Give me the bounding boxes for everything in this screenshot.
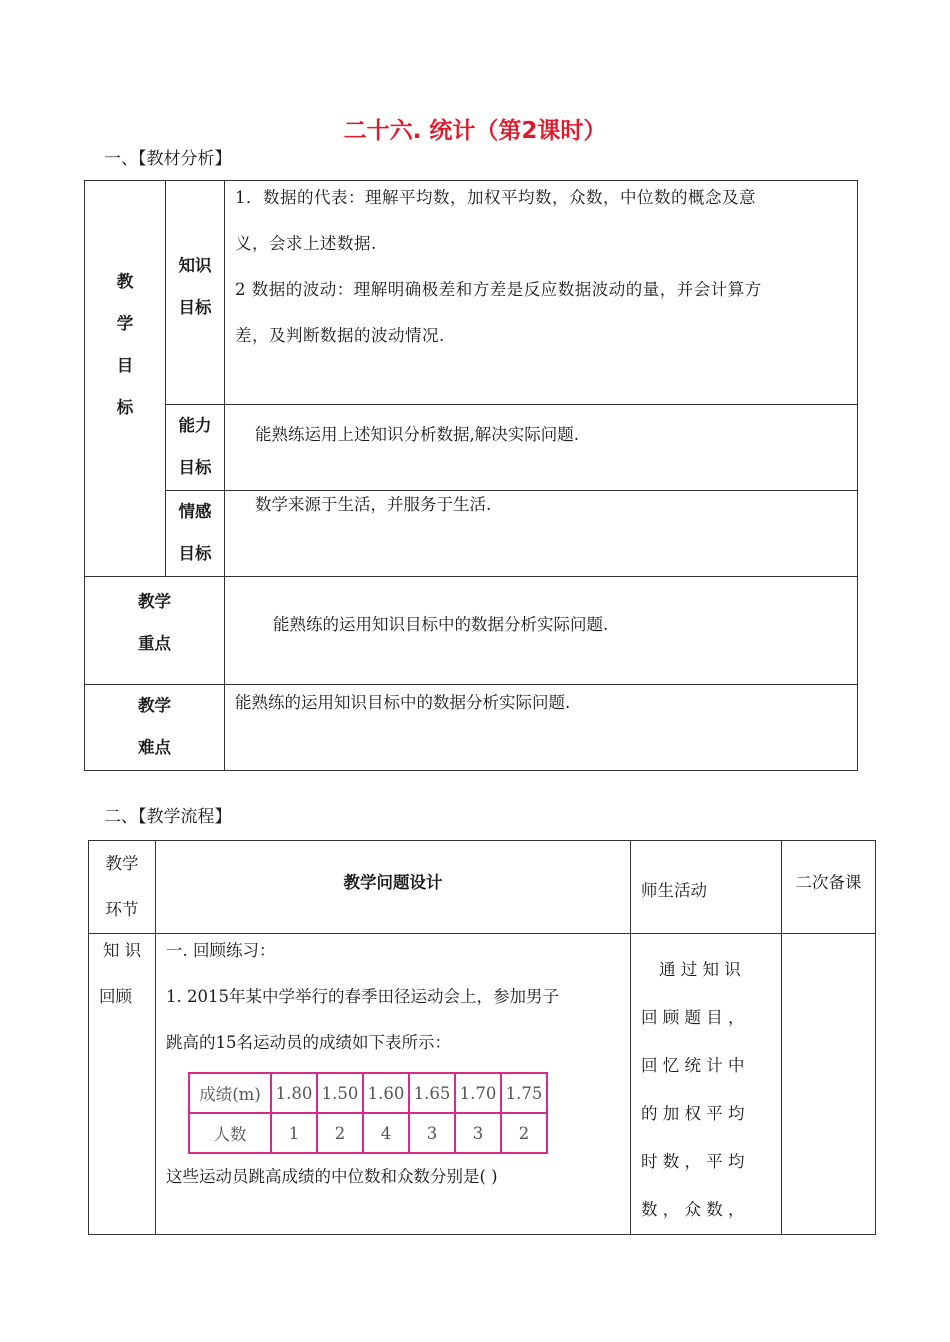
score-cell: 1.70 — [455, 1073, 501, 1113]
design-header: 教学问题设计 — [156, 841, 631, 934]
knowledge-line: 2 数据的波动：理解明确极差和方差是反应数据波动的量，并会计算方 — [235, 280, 762, 299]
knowledge-label-line1: 知识 — [178, 256, 212, 275]
count-cell: 4 — [363, 1113, 409, 1153]
page-title: 二十六. 统计（第2课时） — [343, 118, 607, 144]
difficulty-content: 能熟练的运用知识目标中的数据分析实际问题. — [225, 685, 858, 771]
ability-label-line1: 能力 — [178, 416, 212, 435]
goal-label-char: 学 — [116, 314, 134, 333]
activity-line: 的 加 权 平 均 — [641, 1104, 745, 1123]
activity-line: 通 过 知 识 — [659, 960, 741, 979]
activity-cell — [631, 934, 782, 1235]
count-cell: 1 — [271, 1113, 317, 1153]
difficulty-label-cell — [85, 685, 225, 771]
analysis-table — [84, 180, 858, 771]
key-label-cell — [85, 577, 225, 685]
score-cell: 1.65 — [409, 1073, 455, 1113]
knowledge-line: 义，会求上述数据. — [235, 234, 377, 253]
activity-header: 师生活动 — [631, 841, 782, 934]
section-heading-analysis: 一、【教材分析】 — [104, 149, 232, 169]
key-label-line2: 重点 — [138, 634, 171, 653]
ability-content: 能熟练运用上述知识分析数据,解决实际问题. — [225, 405, 858, 491]
question-line: 一. 回顾练习： — [166, 941, 276, 960]
stage-header — [89, 841, 156, 934]
activity-line: 回 忆 统 计 中 — [641, 1056, 745, 1075]
knowledge-content-cell — [225, 181, 858, 405]
prep-cell — [782, 934, 876, 1235]
knowledge-label-line2: 目标 — [178, 298, 212, 317]
goal-label-cell — [85, 181, 166, 577]
emotion-label-line2: 目标 — [178, 544, 212, 563]
count-cell: 3 — [455, 1113, 501, 1153]
ability-label-line2: 目标 — [178, 458, 212, 477]
emotion-content: 数学来源于生活，并服务于生活. — [225, 491, 858, 577]
activity-line: 回 顾 题 目 ， — [641, 1008, 745, 1027]
score-cell: 1.50 — [317, 1073, 363, 1113]
question-line: 跳高的15名运动员的成绩如下表所示： — [166, 1033, 451, 1052]
knowledge-line: 1．数据的代表：理解平均数，加权平均数，众数，中位数的概念及意 — [235, 188, 756, 207]
score-table — [188, 1072, 548, 1154]
prep-header: 二次备课 — [782, 841, 876, 934]
flow-table — [88, 840, 876, 1235]
stage-header-line1: 教学 — [105, 854, 139, 873]
count-cell: 2 — [317, 1113, 363, 1153]
count-row-header: 人数 — [189, 1113, 271, 1153]
activity-line: 时 数 ， 平 均 — [641, 1152, 745, 1171]
count-cell: 3 — [409, 1113, 455, 1153]
stage-cell — [89, 934, 156, 1235]
score-cell: 1.75 — [501, 1073, 547, 1113]
ability-label-cell — [166, 405, 225, 491]
design-cell — [156, 934, 631, 1235]
stage-line1: 知 识 — [102, 941, 142, 960]
score-row-header: 成绩(m) — [189, 1073, 271, 1113]
count-cell: 2 — [501, 1113, 547, 1153]
question-line: 1. 2015年某中学举行的春季田径运动会上，参加男子 — [166, 987, 559, 1006]
goal-label-char: 标 — [116, 398, 134, 417]
goal-label-char: 教 — [116, 272, 134, 291]
knowledge-line: 差，及判断数据的波动情况. — [235, 326, 445, 345]
score-cell: 1.80 — [271, 1073, 317, 1113]
score-cell: 1.60 — [363, 1073, 409, 1113]
section-heading-flow: 二、【教学流程】 — [104, 807, 232, 827]
goal-label-char: 目 — [116, 356, 134, 375]
key-label-line1: 教学 — [138, 592, 171, 611]
key-content: 能熟练的运用知识目标中的数据分析实际问题. — [225, 577, 858, 685]
difficulty-label-line1: 教学 — [138, 696, 171, 715]
emotion-label-line1: 情感 — [178, 502, 212, 521]
knowledge-label-cell — [166, 181, 225, 405]
activity-line: 数 ， 众 数 ， — [641, 1200, 745, 1219]
question-line: 这些运动员跳高成绩的中位数和众数分别是( ) — [166, 1167, 498, 1186]
stage-line2: 回顾 — [99, 987, 132, 1006]
emotion-label-cell — [166, 491, 225, 577]
goal-label — [85, 181, 165, 429]
stage-header-line2: 环节 — [105, 900, 139, 919]
difficulty-label-line2: 难点 — [138, 738, 171, 757]
